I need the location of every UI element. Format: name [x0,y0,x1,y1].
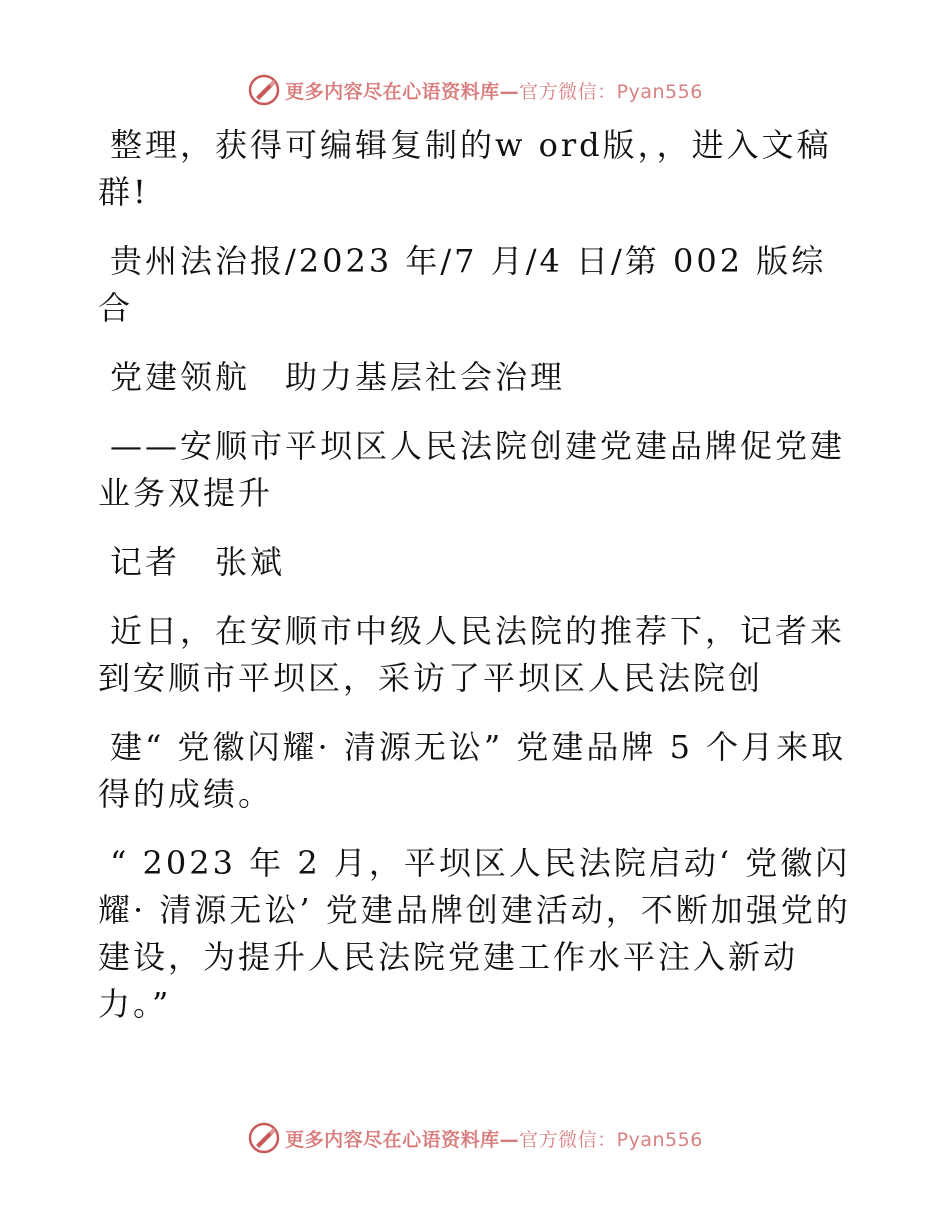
article-title: 党建领航 助力基层社会治理 [110,358,566,396]
article-subtitle: ——安顺市平坝区人民法院创建党建品牌促党建业务双提升 [98,427,846,512]
article-byline: 记者 张斌 [110,543,286,581]
banner-separator: — [499,1128,520,1151]
banner-wechat-text: 官方微信：Pyan556 [519,1128,703,1151]
paragraph-body-3: “ 2023 年 2 月，平坝区人民法院启动‘ 党徽闪耀· 清源无讼’ 党建品牌创建活动，不断加强党的建设，为提升人民法院党建工作水平注入新动力。” [98,844,851,1023]
paragraph-body-2: 建“ 党徽闪耀· 清源无讼” 党建品牌 5 个月来取得的成绩。 [98,728,847,813]
banner-main-text: 更多内容尽在心语资料库 [285,80,500,103]
footer-banner [0,1118,950,1158]
banner-separator: — [499,80,520,103]
document-body [98,122,858,1050]
banner-wechat-text: 官方微信：Pyan556 [519,80,703,103]
pen-logo-icon [247,73,281,107]
header-banner [0,70,950,110]
paragraph-intro: 整理，获得可编辑复制的w ord版，，进入文稿群! [98,126,832,211]
pen-logo-icon [247,1121,281,1155]
paragraph-source: 贵州法治报/2023 年/7 月/4 日/第 002 版综合 [98,242,827,327]
banner-main-text: 更多内容尽在心语资料库 [285,1128,500,1151]
paragraph-body-1: 近日，在安顺市中级人民法院的推荐下，记者来到安顺市平坝区，采访了平坝区人民法院创 [98,612,846,697]
